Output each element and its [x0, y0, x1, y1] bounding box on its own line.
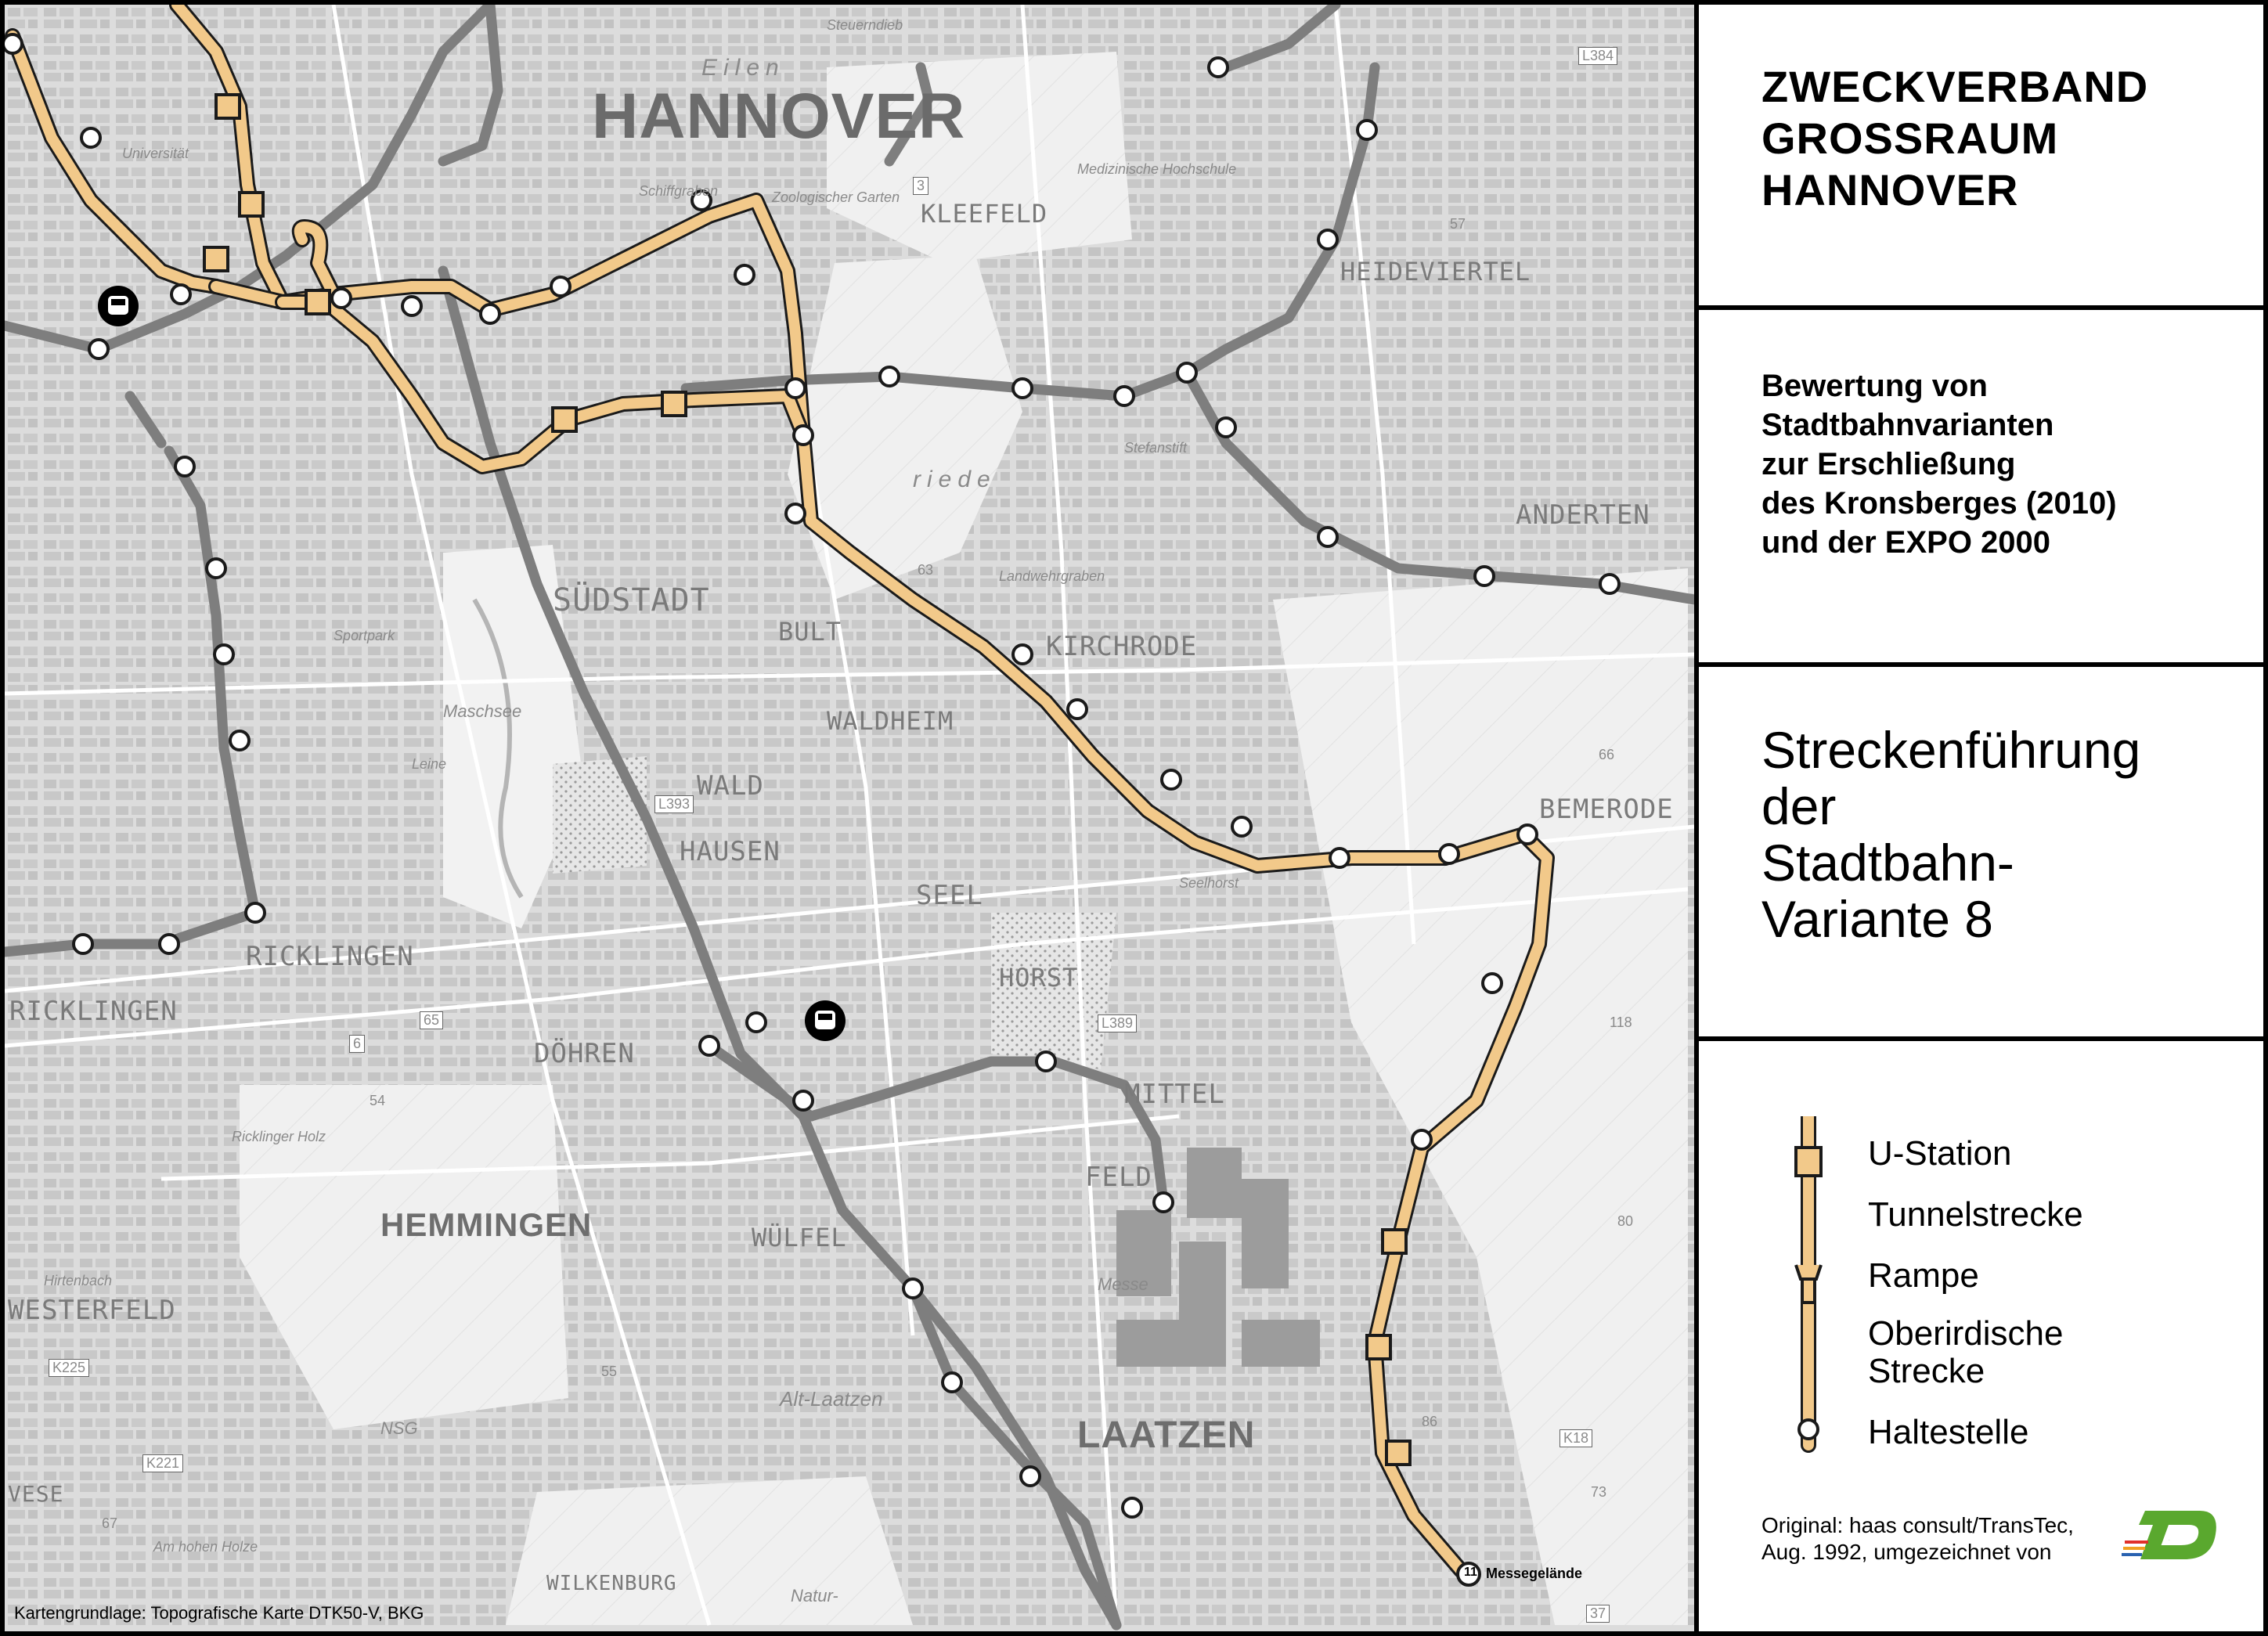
endstop-label: Messegelände [1486, 1566, 1583, 1581]
legend-u-station: U-Station [1868, 1134, 2012, 1173]
title-line-2: der [1761, 777, 1837, 835]
legend-ramp-icon [1796, 1265, 1821, 1279]
road-label-66: 66 [1599, 747, 1615, 762]
road-label-63: 63 [918, 562, 934, 578]
legend-stop-icon [1799, 1420, 1818, 1439]
place-anderten: ANDERTEN [1516, 499, 1650, 531]
label-sportpark: Sportpark [334, 628, 395, 643]
place-wuelfel: WÜLFEL [752, 1223, 847, 1252]
road-label-86: 86 [1422, 1414, 1438, 1429]
road-label-l389: L389 [1098, 1014, 1137, 1032]
place-hannover: HANNOVER [592, 81, 966, 152]
place-wald: WALD [697, 770, 764, 802]
label-mhh: Medizinische Hochschule [1077, 161, 1237, 177]
label-riede: riede [913, 467, 997, 492]
road-label-6: 6 [349, 1035, 365, 1053]
road-label-k18: K18 [1559, 1429, 1592, 1447]
title-line-1: Streckenführung [1761, 721, 2141, 779]
place-waldheim: WALDHEIM [827, 706, 954, 736]
place-kleefeld: KLEEFELD [921, 199, 1048, 229]
legend-surface-1: Oberirdische [1868, 1314, 2064, 1353]
subtitle-line-2: Stadtbahnvarianten [1761, 408, 2054, 442]
map-area[interactable] [5, 5, 1699, 1631]
road-label-65: 65 [420, 1011, 443, 1029]
label-seelhorst: Seelhorst [1179, 875, 1239, 891]
legend-ramp: Rampe [1868, 1256, 1979, 1295]
place-westerfeld: WESTERFELD [8, 1295, 176, 1326]
place-ricklingen-east: RICKLINGEN [246, 941, 414, 972]
title-line-4: Variante 8 [1761, 890, 1993, 948]
title-line-3: Stadtbahn- [1761, 834, 2014, 892]
label-am-hohen-holze: Am hohen Holze [153, 1539, 258, 1555]
place-seel: SEEL [916, 880, 983, 911]
place-doehren: DÖHREN [534, 1038, 635, 1069]
legend-stop: Haltestelle [1868, 1413, 2029, 1451]
place-hemmingen: HEMMINGEN [380, 1206, 593, 1243]
footer-line-2: Aug. 1992, umgezeichnet von [1761, 1540, 2052, 1564]
subtitle [1761, 366, 2117, 562]
label-universitaet: Universität [122, 146, 189, 161]
place-horst: HORST [999, 963, 1079, 993]
road-label-37: 37 [1586, 1605, 1610, 1623]
subtitle-box [1699, 310, 2263, 662]
road-label-57: 57 [1450, 216, 1466, 232]
place-ricklingen-west: RICKLINGEN [9, 996, 178, 1027]
place-wilkenburg: WILKENBURG [546, 1572, 677, 1595]
road-label-80: 80 [1617, 1213, 1634, 1229]
place-alt-laatzen: Alt-Laatzen [780, 1387, 883, 1411]
label-eilen: Eilen [701, 55, 785, 81]
legend-u-station-icon [1796, 1148, 1821, 1176]
title [1761, 722, 2140, 947]
subtitle-line-5: und der EXPO 2000 [1761, 525, 2051, 560]
org-line-1: ZWECKVERBAND [1761, 62, 2149, 111]
road-label-118: 118 [1610, 1014, 1632, 1030]
label-steuerndieb: Steuerndieb [827, 17, 903, 33]
legend-box [1699, 1041, 2263, 1631]
label-natur: Natur- [791, 1586, 838, 1605]
place-bult: BULT [778, 617, 842, 647]
subtitle-line-1: Bewertung von [1761, 369, 1988, 403]
label-landwehrgraben: Landwehrgraben [999, 568, 1105, 584]
org-box [1699, 5, 2263, 305]
subtitle-line-4: des Kronsberges (2010) [1761, 486, 2117, 521]
place-hausen: HAUSEN [680, 836, 781, 867]
endstop-number: 11 [1464, 1566, 1477, 1579]
org-name [1761, 61, 2148, 216]
label-ricklinger-holz: Ricklinger Holz [232, 1129, 326, 1144]
road-label-67: 67 [102, 1515, 118, 1531]
title-box [1699, 667, 2263, 1036]
road-label-55: 55 [601, 1364, 618, 1379]
label-schiffgraben: Schiffgraben [639, 183, 719, 199]
label-maschsee: Maschsee [443, 701, 522, 721]
org-line-3: HANNOVER [1761, 165, 2019, 214]
legend-symbol-strip [1785, 1116, 1832, 1453]
org-line-2: GROSSRAUM [1761, 114, 2059, 163]
label-nsg: NSG [380, 1418, 418, 1438]
place-mittel: MITTEL [1124, 1079, 1225, 1110]
sports-area [553, 756, 647, 874]
place-bemerode: BEMERODE [1539, 794, 1674, 825]
footer-line-1: Original: haas consult/TransTec, [1761, 1513, 2074, 1537]
road-label-54: 54 [370, 1093, 386, 1108]
place-kirchrode: KIRCHRODE [1046, 631, 1198, 662]
place-vese: VESE [8, 1481, 64, 1507]
southern-fields [506, 1476, 913, 1625]
road-label-3: 3 [913, 177, 928, 195]
td-logo [2122, 1504, 2223, 1567]
label-hirtenbach: Hirtenbach [44, 1273, 113, 1288]
road-label-k221: K221 [142, 1454, 183, 1472]
map-credit: Kartengrundlage: Topografische Karte DTK50-V, BKG [14, 1603, 424, 1623]
legend-surface-2: Strecke [1868, 1352, 1985, 1390]
place-heideviertel: HEIDEVIERTEL [1340, 257, 1531, 286]
road-label-k225: K225 [49, 1359, 89, 1377]
legend-tunnel: Tunnelstrecke [1868, 1195, 2083, 1234]
road-label-l393: L393 [654, 795, 694, 813]
label-zoo: Zoologischer Garten [772, 189, 900, 205]
label-messe: Messe [1098, 1274, 1148, 1294]
label-leine: Leine [412, 756, 447, 772]
subtitle-line-3: zur Erschließung [1761, 447, 2016, 481]
place-feld: FELD [1085, 1162, 1152, 1193]
road-label-l384: L384 [1578, 47, 1617, 65]
label-stefanstift: Stefanstift [1124, 440, 1188, 456]
place-suedstadt: SÜDSTADT [553, 582, 710, 618]
road-label-73: 73 [1591, 1484, 1607, 1500]
place-laatzen: LAATZEN [1077, 1414, 1256, 1456]
